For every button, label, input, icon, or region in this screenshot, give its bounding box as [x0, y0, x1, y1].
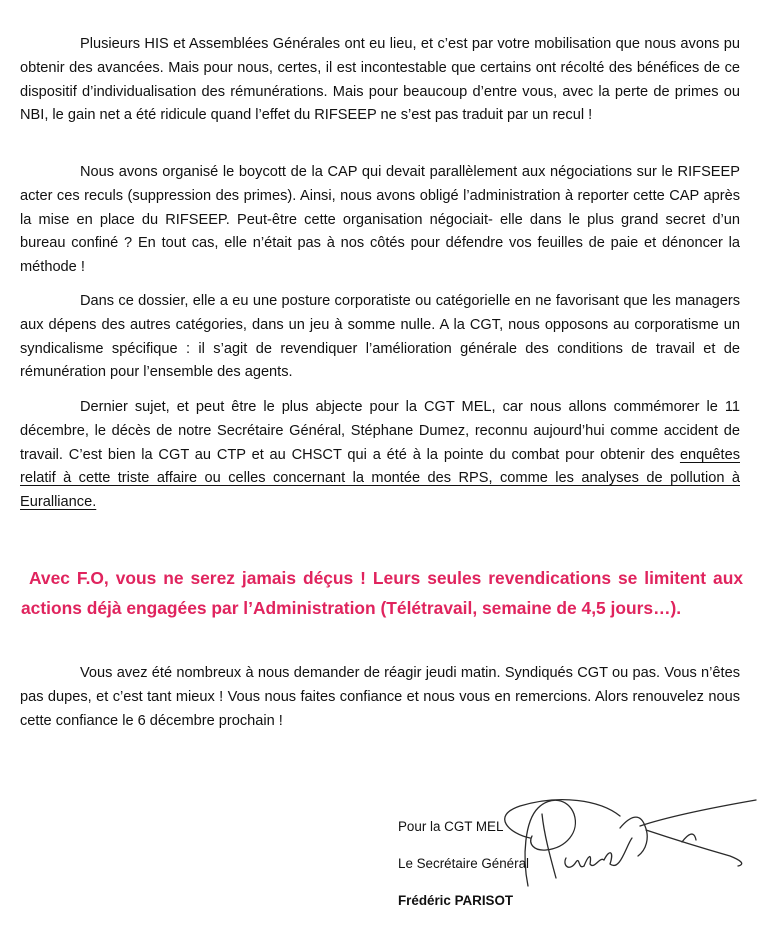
paragraph-boycott-cap: Nous avons organisé le boycott de la CAP qui devait parallèlement aux négociations sur le RIFSEEP acter ces reculs (suppression des primes). Ainsi, nous avons obligé l’administration à reporter cette CAP après la mise en place du RIFSEEP. Peut-être cette organisation négociait- elle dans le plus grand secret d’un bureau confiné ? En tout cas, elle n’était pas à nos côtés pour défendre vos feuilles de paie et dénoncer la méthode ! — [20, 164, 740, 276]
paragraph-conclusion: Vous avez été nombreux à nous demander de réagir jeudi matin. Syndiqués CGT ou pas. Vous n’êtes pas dupes, et c’est tant mieux ! Vous nous faites confiance et nous vous en remercions. Alors renouvelez nous cette confiance le 6 décembre prochain ! — [20, 665, 740, 729]
paragraph-dernier-sujet — [20, 396, 740, 515]
paragraph-corporatisme: Dans ce dossier, elle a eu une posture corporatiste ou catégorielle en ne favorisant que les managers aux dépens des autres catégories, dans un jeu à somme nulle. A la CGT, nous opposons au corporatisme un syndicalisme spécifique : il s’agit de revendiquer l’amélioration générale des conditions de travail et de rémunération pour l’ensemble des agents. — [20, 293, 740, 381]
signature-name: Frédéric PARISOT — [398, 893, 514, 908]
paragraph-dernier-sujet-text: Dernier sujet, et peut être le plus abjecte pour la CGT MEL, car nous allons commémorer le 11 décembre, le décès de notre Secrétaire Général, Stéphane Dumez, reconnu aujourd’hui comme accident de travail. C’est bien la CGT au CTP et au CHSCT qui a été à la pointe du combat pour obtenir des — [20, 399, 740, 463]
handwritten-signature — [470, 786, 760, 896]
underlined-enquetes-text: enquêtes relatif à cette triste affaire ou celles concernant la montée des RPS, comme les analyses de pollution à Euralliance. — [20, 446, 740, 511]
highlight-fo-statement: Avec F.O, vous ne serez jamais déçus ! Leurs seules revendications se limitent aux actions déjà engagées par l’Administration (Télétravail, semaine de 4,5 jours…). — [21, 568, 743, 618]
signature-line-organisation: Pour la CGT MEL — [398, 819, 504, 834]
signature-line-title: Le Secrétaire Général — [398, 856, 530, 871]
paragraph-mobilisation: Plusieurs HIS et Assemblées Générales ont eu lieu, et c’est par votre mobilisation que nous avons pu obtenir des avancées. Mais pour nous, certes, il est incontestable que certains ont récolté des bénéfices de ce dispositif d’individualisation des rémunérations. Mais pour beaucoup d’entre vous, avec la perte de primes ou NBI, le gain net a été ridicule quand l’effet du RIFSEEP ne s’est pas traduit par un recul ! — [20, 36, 740, 124]
